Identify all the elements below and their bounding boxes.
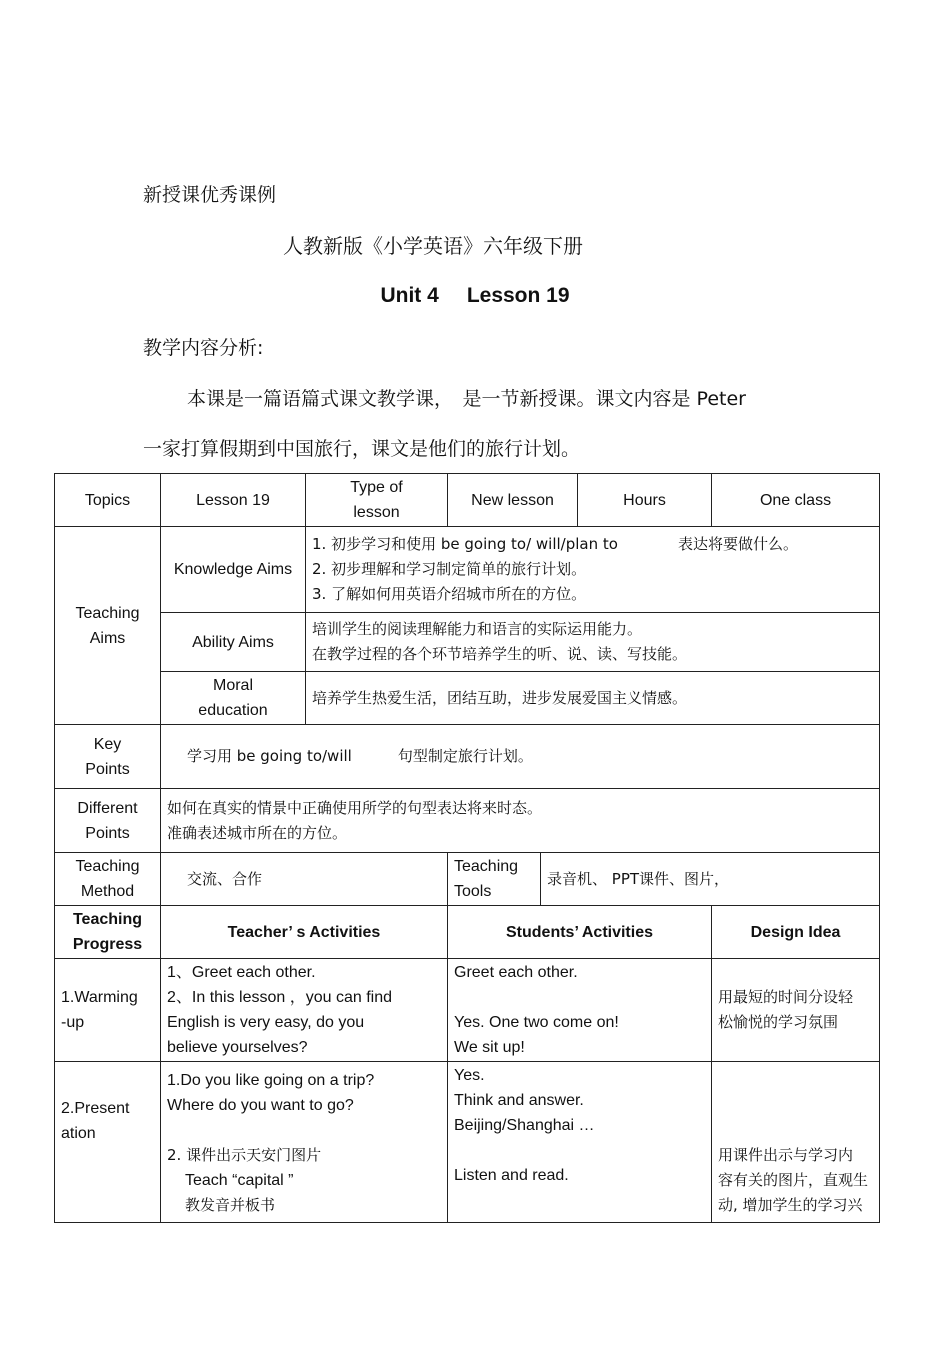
different-line-2: 准确表述城市所在的方位。 (167, 823, 348, 842)
warming-students-line-4: We sit up! (454, 1039, 525, 1056)
different-line-1: 如何在真实的情景中正确使用所学的句型表达将来时态。 (167, 798, 543, 817)
presentation-teacher-line-4: 2. 课件出示天安门图片 (167, 1146, 322, 1164)
warming-teacher-line-1: 1、Greet each other. (167, 964, 316, 981)
topics-label: Topics (55, 474, 161, 527)
key-points-text-b: 句型制定旅行计划。 (397, 747, 533, 765)
presentation-label-line-1: 2.Present (61, 1100, 130, 1117)
warming-teacher-activities (161, 959, 448, 1062)
teaching-aims-line-2: Aims (89, 629, 126, 647)
lesson-plan-table (54, 473, 880, 1223)
method-row (55, 853, 880, 906)
paragraph-line-2: 一家打算假期到中国旅行，课文是他们的旅行计划。 (143, 438, 581, 460)
warming-label-line-2: -up (61, 1014, 85, 1031)
textbook-subtitle: 人教新版《小学英语》六年级下册 (283, 234, 583, 258)
ability-aims-row (55, 613, 880, 672)
presentation-teacher-line-2: Where do you want to go? (167, 1097, 354, 1114)
presentation-students-line-1: Yes. (454, 1067, 485, 1084)
type-of-lesson-label (306, 474, 448, 527)
different-points-label (55, 789, 161, 853)
different-label-line-1: Different (77, 799, 138, 817)
warming-design-line-1: 用最短的时间分设轻 (718, 988, 854, 1006)
presentation-design-line-2: 容有关的图片，直观生 (718, 1171, 869, 1189)
presentation-students-line-5: Listen and read. (454, 1167, 569, 1184)
ability-line-1: 培训学生的阅读理解能力和语言的实际运用能力。 (312, 620, 643, 638)
knowledge-item-1 (312, 532, 873, 557)
knowledge-aims-row (55, 527, 880, 613)
warming-students-line-3: Yes. One two come on! (454, 1014, 619, 1031)
moral-label-line-1: Moral (212, 677, 253, 694)
progress-header-row (55, 906, 880, 959)
progress-header-line-2: Progress (72, 936, 143, 953)
ability-aims-label: Ability Aims (161, 613, 306, 672)
ability-aims-content (306, 613, 880, 672)
presentation-teacher-line-6: 教发音并板书 (185, 1196, 276, 1214)
knowledge-aims-content (306, 527, 880, 613)
presentation-students-line-2: Think and answer. (454, 1092, 584, 1109)
knowledge-item-2: 2. 初步理解和学习制定简单的旅行计划。 (312, 560, 587, 578)
unit-label: Unit 4 (380, 284, 439, 307)
presentation-label-line-2: ation (61, 1125, 96, 1142)
warming-students-activities (448, 959, 712, 1062)
warming-label-line-1: 1.Warming (61, 989, 138, 1006)
key-points-row (55, 725, 880, 789)
presentation-design-line-1: 用课件出示与学习内 (718, 1146, 854, 1164)
warming-up-label (55, 959, 161, 1062)
different-label-line-2: Points (85, 824, 130, 842)
key-label-line-1: Key (93, 735, 122, 753)
warming-up-row (55, 959, 880, 1062)
presentation-row (55, 1062, 880, 1223)
teaching-tools-label (448, 853, 541, 906)
presentation-design-line-3: 动, 增加学生的学习兴 (718, 1196, 863, 1214)
method-label-line-1: Teaching (75, 858, 140, 875)
knowledge-aims-label: Knowledge Aims (161, 527, 306, 613)
key-points-text-a: 学习用 be going to/will (187, 747, 352, 765)
analysis-label: 教学内容分析: (143, 337, 264, 359)
ability-line-2: 在教学过程的各个环节培养学生的听、说、读、写技能。 (312, 645, 688, 663)
moral-education-content: 培养学生热爱生活，团结互助，进步发展爱国主义情感。 (306, 672, 880, 725)
key-label-line-2: Points (85, 760, 130, 778)
unit-title (0, 284, 950, 308)
hours-label: Hours (578, 474, 712, 527)
tools-label-line-2: Tools (454, 883, 492, 900)
students-activities-header: Students’ Activities (448, 906, 712, 959)
progress-header-line-1: Teaching (72, 911, 143, 928)
warming-design-line-2: 松愉悦的学习氛围 (718, 1013, 839, 1031)
method-label-line-2: Method (80, 883, 135, 900)
warming-design-idea (712, 959, 880, 1062)
type-label-line-1: Type of (350, 479, 403, 496)
teaching-progress-header (55, 906, 161, 959)
teacher-activities-header: Teacher’ s Activities (161, 906, 448, 959)
design-idea-header: Design Idea (712, 906, 880, 959)
different-points-content (161, 789, 880, 853)
key-points-label (55, 725, 161, 789)
warming-teacher-line-2: 2、In this lesson ，you can find (167, 989, 393, 1006)
key-points-content (161, 725, 880, 789)
moral-education-row (55, 672, 880, 725)
teaching-aims-label (55, 527, 161, 725)
paragraph-line-1: 本课是一篇语篇式课文教学课， 是一节新授课。课文内容是 Peter (187, 388, 746, 410)
knowledge-item-3: 3. 了解如何用英语介绍城市所在的方位。 (312, 585, 587, 603)
moral-label-line-2: education (198, 702, 268, 719)
warming-teacher-line-3: English is very easy, do you (167, 1014, 365, 1031)
type-value: New lesson (448, 474, 578, 527)
different-points-row (55, 789, 880, 853)
hours-value: One class (712, 474, 880, 527)
presentation-students-line-3: Beijing/Shanghai … (454, 1117, 595, 1134)
presentation-teacher-activities (161, 1062, 448, 1223)
type-label-line-2: lesson (353, 504, 400, 521)
warming-teacher-line-4: believe yourselves? (167, 1039, 308, 1056)
topics-row (55, 474, 880, 527)
teaching-method-label (55, 853, 161, 906)
teaching-method-value: 交流、合作 (161, 853, 448, 906)
tools-label-line-1: Teaching (454, 858, 519, 875)
lesson-label: Lesson 19 (466, 284, 570, 307)
document-heading: 新授课优秀课例 (143, 184, 277, 206)
presentation-label (55, 1062, 161, 1223)
warming-students-line-1: Greet each other. (454, 964, 578, 981)
teaching-aims-line-1: Teaching (75, 604, 140, 622)
knowledge-item-1-text: 1. 初步学习和使用 be going to/ will/plan to (312, 535, 618, 553)
presentation-students-activities (448, 1062, 712, 1223)
presentation-teacher-line-1: 1.Do you like going on a trip? (167, 1072, 375, 1089)
presentation-design-idea (712, 1062, 880, 1223)
presentation-teacher-line-5: Teach “capital ” (185, 1172, 294, 1189)
moral-education-label (161, 672, 306, 725)
topics-value: Lesson 19 (161, 474, 306, 527)
teaching-tools-value: 录音机、 PPT课件、图片， (541, 853, 880, 906)
knowledge-item-1-tail: 表达将要做什么。 (677, 535, 798, 553)
